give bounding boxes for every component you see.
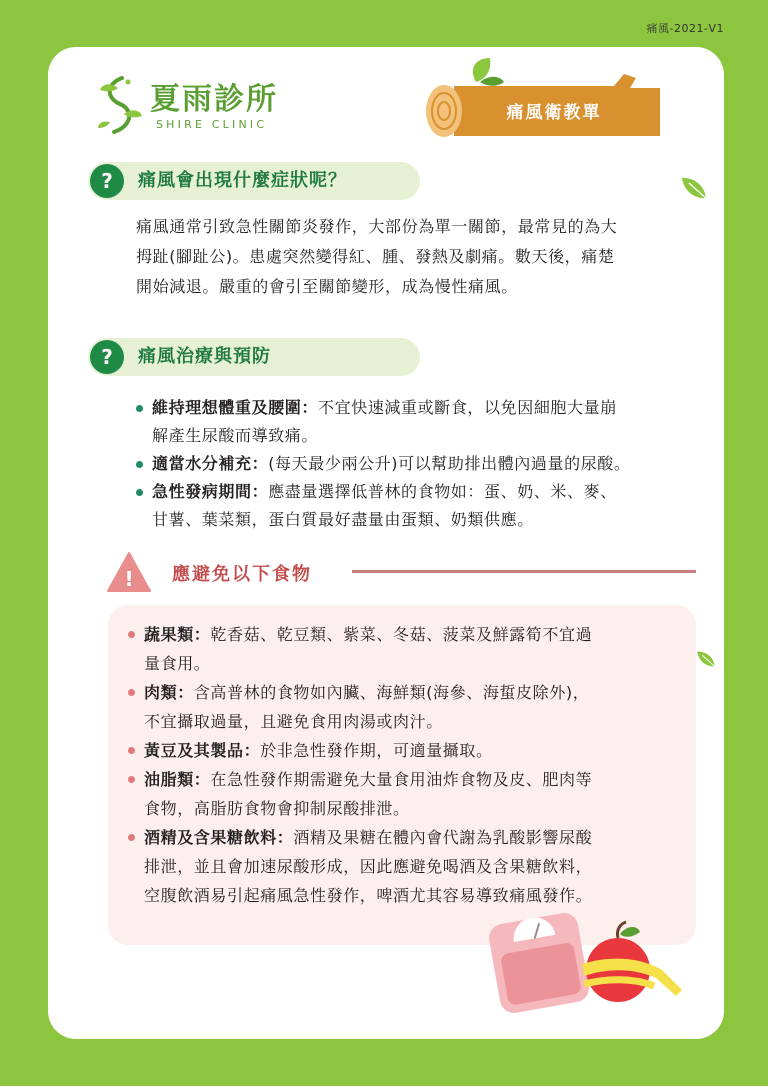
symptoms-paragraph: 痛風通常引致急性關節炎發作，大部份為單一關節，最常見的為大 拇趾(腳趾公)。患處突然變得紅、腫、發熱及劇痛。數天後，痛楚 開始減退。嚴重的會引至關節變形，成為慢性痛風。 bbox=[136, 217, 618, 296]
section-symptoms-header bbox=[88, 162, 420, 200]
list-item: 蔬果類：乾香菇、乾豆類、紫菜、冬菇、菠菜及鮮露筍不宜過 量食用。 bbox=[128, 620, 688, 678]
document-code: 痛風-2021-V1 bbox=[646, 22, 724, 35]
sheet-title: 痛風衛教單 bbox=[506, 103, 602, 123]
section-treatment-header bbox=[88, 338, 420, 376]
list-item: 酒精及含果糖飲料：酒精及果糖在體內會代謝為乳酸影響尿酸 排泄，並且會加速尿酸形成，因此應避免喝酒及含果糖飲料， 空腹飲酒易引起痛風急性發作，啤酒尤其容易導致痛風發作。 bbox=[128, 823, 688, 910]
apple-icon bbox=[578, 920, 686, 1010]
avoid-foods-list bbox=[128, 620, 688, 910]
list-item: 適當水分補充：(每天最少兩公升)可以幫助排出體內過量的尿酸。 bbox=[136, 450, 696, 478]
question-icon: ? bbox=[90, 340, 124, 374]
clinic-name: 夏雨診所 bbox=[150, 82, 278, 117]
leaf-icon bbox=[696, 650, 716, 668]
leaf-icon bbox=[680, 176, 708, 200]
list-item: 黃豆及其製品：於非急性發作期，可適量攝取。 bbox=[128, 736, 688, 765]
list-item: 維持理想體重及腰圍：不宜快速減重或斷食，以免因細胞大量崩 解產生尿酸而導致痛。 bbox=[136, 394, 696, 450]
list-item: 急性發病期間：應盡量選擇低普林的食物如：蛋、奶、米、麥、 甘薯、葉菜類，蛋白質最好盡量由蛋類、奶類供應。 bbox=[136, 478, 696, 534]
clinic-name-english: SHIRE CLINIC bbox=[156, 118, 268, 131]
section-title: 痛風治療與預防 bbox=[138, 346, 271, 367]
warning-icon bbox=[106, 551, 152, 593]
list-item: 油脂類：在急性發作期需避免大量食用油炸食物及皮、肥肉等 食物，高脂肪食物會抑制尿酸排泄。 bbox=[128, 765, 688, 823]
section-title: 痛風會出現什麼症狀呢？ bbox=[138, 170, 347, 191]
divider bbox=[352, 570, 696, 573]
question-icon: ? bbox=[90, 164, 124, 198]
treatment-list bbox=[136, 394, 696, 534]
svg-text:!: ! bbox=[124, 567, 134, 591]
section-title: 應避免以下食物 bbox=[172, 564, 312, 585]
list-item: 肉類：含高普林的食物如內臟、海鮮類(海參、海蜇皮除外)， 不宜攝取過量，且避免食用肉湯或肉汁。 bbox=[128, 678, 688, 736]
